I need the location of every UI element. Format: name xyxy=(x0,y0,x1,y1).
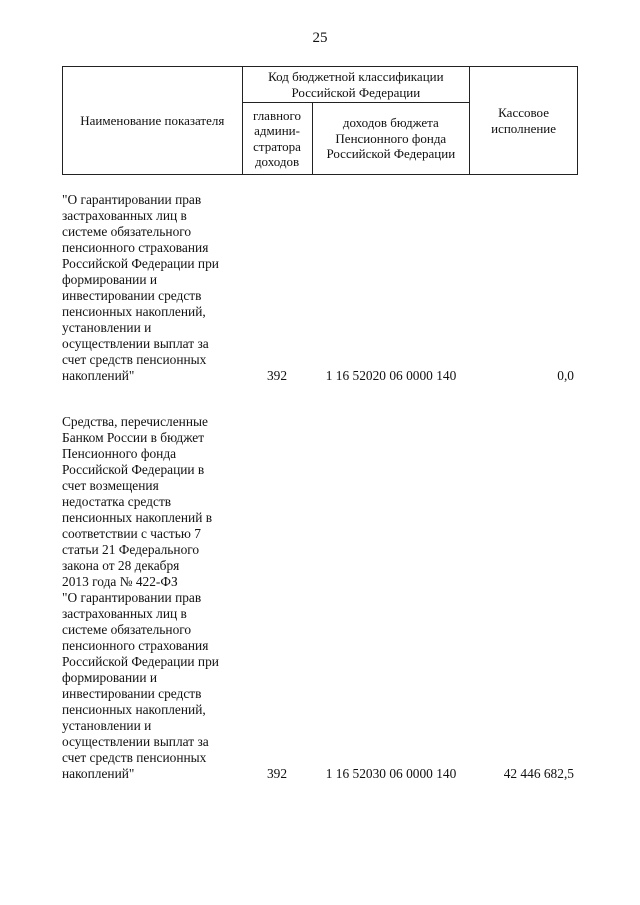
row-name-line: системе обязательного xyxy=(62,224,192,239)
row-name-line: счет средств пенсионных xyxy=(62,352,207,367)
row-name-line: закона от 28 декабря xyxy=(62,558,180,573)
header-admin-column: главного админи-стратора доходов xyxy=(242,103,312,175)
row-name-line: системе обязательного xyxy=(62,622,192,637)
header-code-group: Код бюджетной классификации Российской Федерации xyxy=(242,67,470,103)
row-budget-code: 1 16 52020 06 0000 140 xyxy=(325,368,457,383)
row-name-line: осуществлении выплат за xyxy=(62,734,209,749)
row-name-line: застрахованных лиц в xyxy=(62,208,187,223)
row-budget-code: 1 16 52030 06 0000 140 xyxy=(325,766,457,781)
row-name-line: 2013 года № 422-ФЗ xyxy=(62,574,178,589)
header-amount-column: Кассовое исполнение xyxy=(470,67,578,175)
row-amount: 42 446 682,5 xyxy=(503,766,574,781)
row-name-line: недостатка средств xyxy=(62,494,172,509)
header-name-column: Наименование показателя xyxy=(63,67,243,175)
row-name-line: пенсионных накоплений, xyxy=(62,304,206,319)
row-name-line: установлении и xyxy=(62,320,152,335)
row-name-line: накоплений" xyxy=(62,368,135,383)
row-admin-code: 392 xyxy=(266,368,288,383)
row-name-line: счет средств пенсионных xyxy=(62,750,207,765)
table-header xyxy=(62,66,578,175)
row-name-line: "О гарантировании прав xyxy=(62,192,202,207)
row-name-line: счет возмещения xyxy=(62,478,159,493)
row-name-line: формировании и xyxy=(62,670,157,685)
row-name-line: осуществлении выплат за xyxy=(62,336,209,351)
row-name xyxy=(62,414,242,782)
row-name-line: инвестировании средств xyxy=(62,288,202,303)
row-name-line: пенсионного страхования xyxy=(62,638,209,653)
header-income-column: доходов бюджета Пенсионного фонда Российской Федерации xyxy=(312,103,470,175)
row-name-line: застрахованных лиц в xyxy=(62,606,187,621)
row-name-line: Банком России в бюджет xyxy=(62,430,205,445)
row-name-line: Пенсионного фонда xyxy=(62,446,177,461)
row-name-line: Российской Федерации при xyxy=(62,256,219,271)
row-amount: 0,0 xyxy=(557,368,574,383)
row-name-line: пенсионного страхования xyxy=(62,240,209,255)
row-name-line: установлении и xyxy=(62,718,152,733)
row-admin-code: 392 xyxy=(266,766,288,781)
row-name-line: пенсионных накоплений в xyxy=(62,510,213,525)
row-name-line: пенсионных накоплений, xyxy=(62,702,206,717)
row-name-line: накоплений" xyxy=(62,766,135,781)
row-name-line: инвестировании средств xyxy=(62,686,202,701)
row-name-line: формировании и xyxy=(62,272,157,287)
row-name xyxy=(62,192,242,384)
row-name-line: Российской Федерации при xyxy=(62,654,219,669)
page-number: 25 xyxy=(312,30,328,46)
row-name-line: Средства, перечисленные xyxy=(62,414,208,429)
row-name-line: статьи 21 Федерального xyxy=(62,542,200,557)
row-name-line: Российской Федерации в xyxy=(62,462,205,477)
row-name-line: "О гарантировании прав xyxy=(62,590,202,605)
row-name-line: соответствии с частью 7 xyxy=(62,526,201,541)
